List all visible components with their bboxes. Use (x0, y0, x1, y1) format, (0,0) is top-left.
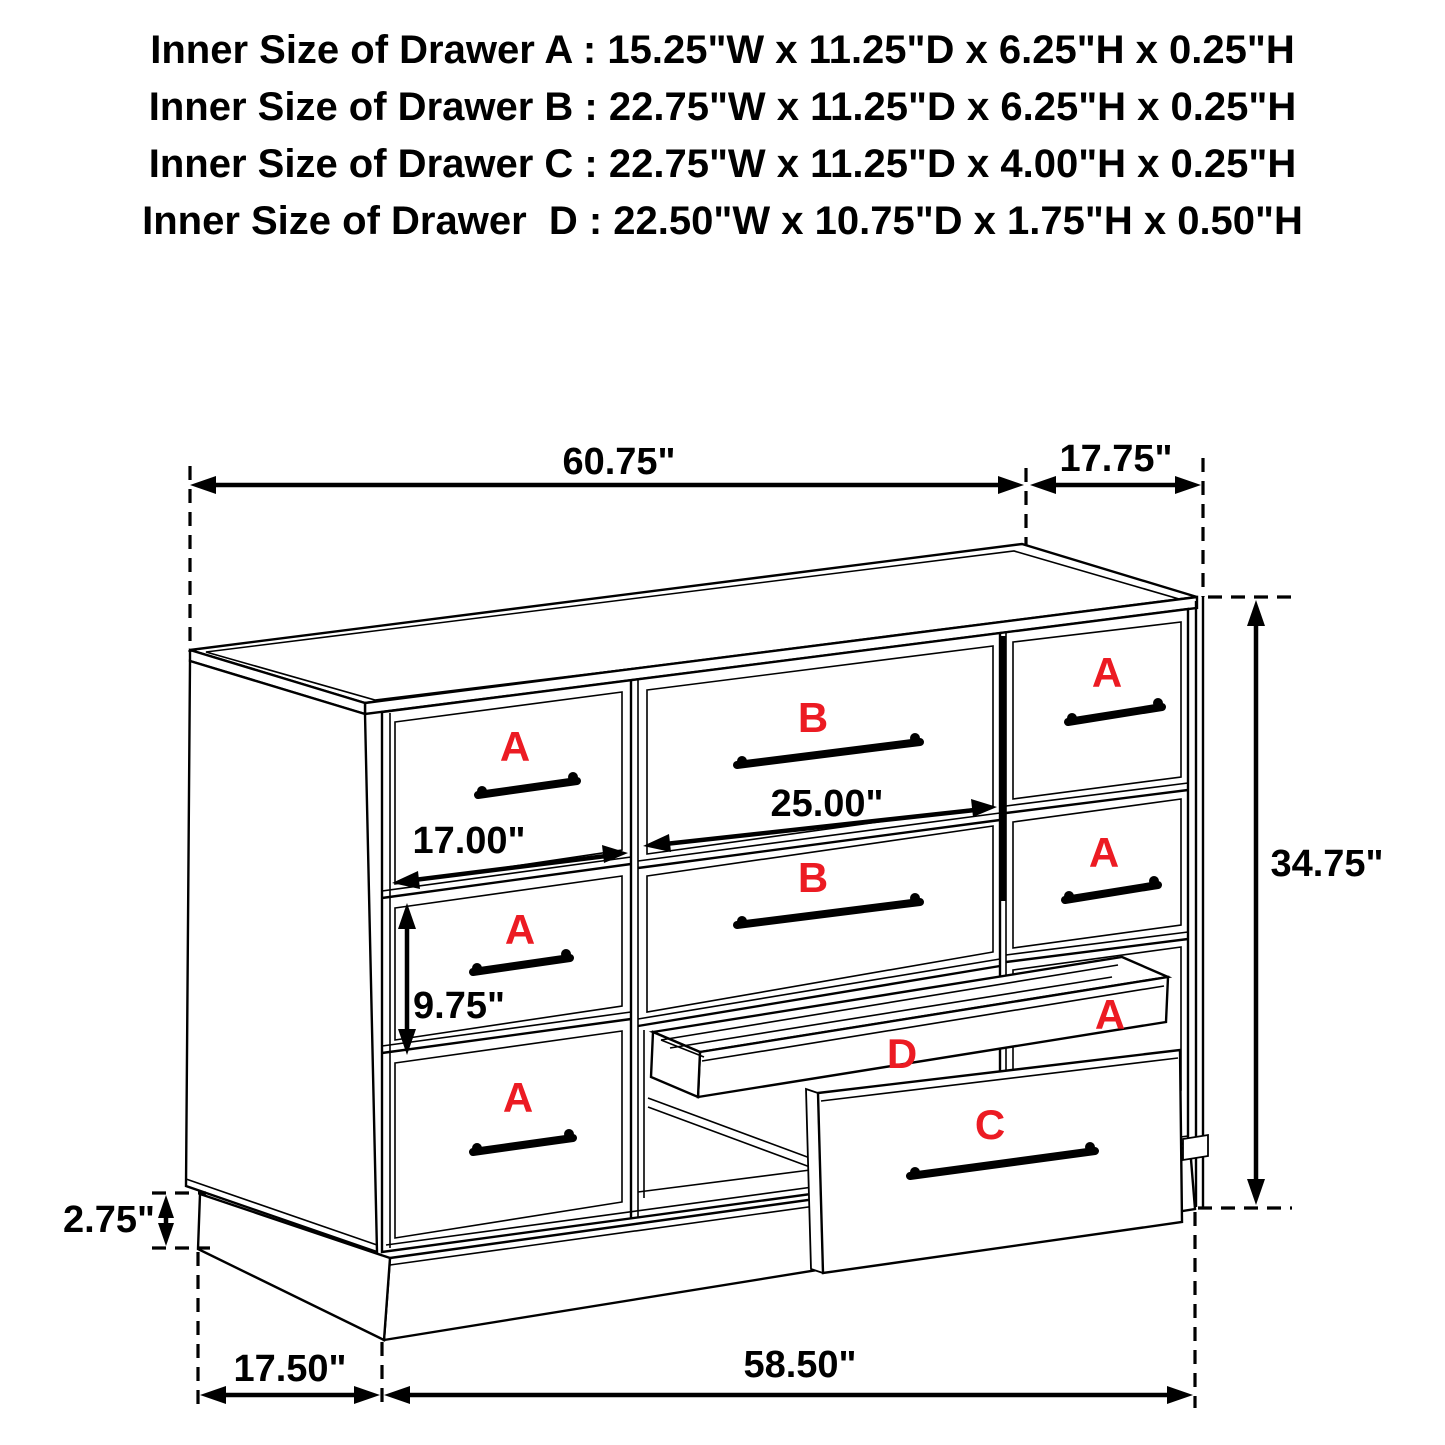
dim-left-drawer-width-value: 17.00" (412, 820, 526, 862)
dim-base-width-value: 58.50" (743, 1344, 857, 1386)
cabinet-left-side-panel (186, 661, 377, 1252)
label-drawer-a-left-bottom: A (502, 1074, 534, 1121)
spec-line-drawer-a: Inner Size of Drawer A : 15.25"W x 11.25"D x 6.25"H x 0.25"H (150, 28, 1295, 72)
dimension-base-width (384, 1344, 1193, 1404)
dim-overall-height-value: 34.75" (1270, 843, 1384, 885)
dimension-top-depth (1030, 438, 1201, 494)
spec-line-drawer-b: Inner Size of Drawer B : 22.75"W x 11.25"D x 6.25"H x 0.25"H (148, 85, 1297, 129)
label-drawer-a-right-top: A (1091, 649, 1123, 696)
dimension-base-depth (200, 1348, 380, 1404)
dim-middle-drawer-width-value: 25.00" (770, 783, 884, 825)
label-drawer-a-left-top: A (499, 723, 531, 770)
label-drawer-b-second: B (797, 854, 829, 901)
label-drawer-c-pulled: C (974, 1101, 1006, 1148)
label-drawer-d-tray: D (886, 1030, 918, 1077)
dim-drawer-height-value: 9.75" (413, 985, 505, 1027)
dimension-base-height (63, 1195, 174, 1246)
dim-base-height-value: 2.75" (63, 1199, 155, 1241)
label-drawer-b-top: B (797, 694, 829, 741)
spec-line-drawer-c: Inner Size of Drawer C : 22.75"W x 11.25"D x 4.00"H x 0.25"H (148, 142, 1297, 186)
label-drawer-a-left-middle: A (504, 906, 536, 953)
dim-top-depth-value: 17.75" (1059, 438, 1173, 480)
spec-line-drawer-d: Inner Size of Drawer D : 22.50"W x 10.75"D x 1.75"H x 0.50"H (142, 199, 1303, 243)
label-drawer-a-right-middle: A (1088, 829, 1120, 876)
label-drawer-a-right-bottom: A (1094, 991, 1126, 1038)
dimension-overall-height (1247, 600, 1384, 1205)
dim-base-depth-value: 17.50" (233, 1348, 347, 1390)
dim-top-width-value: 60.75" (562, 441, 676, 483)
dimension-top-width (190, 441, 1024, 494)
